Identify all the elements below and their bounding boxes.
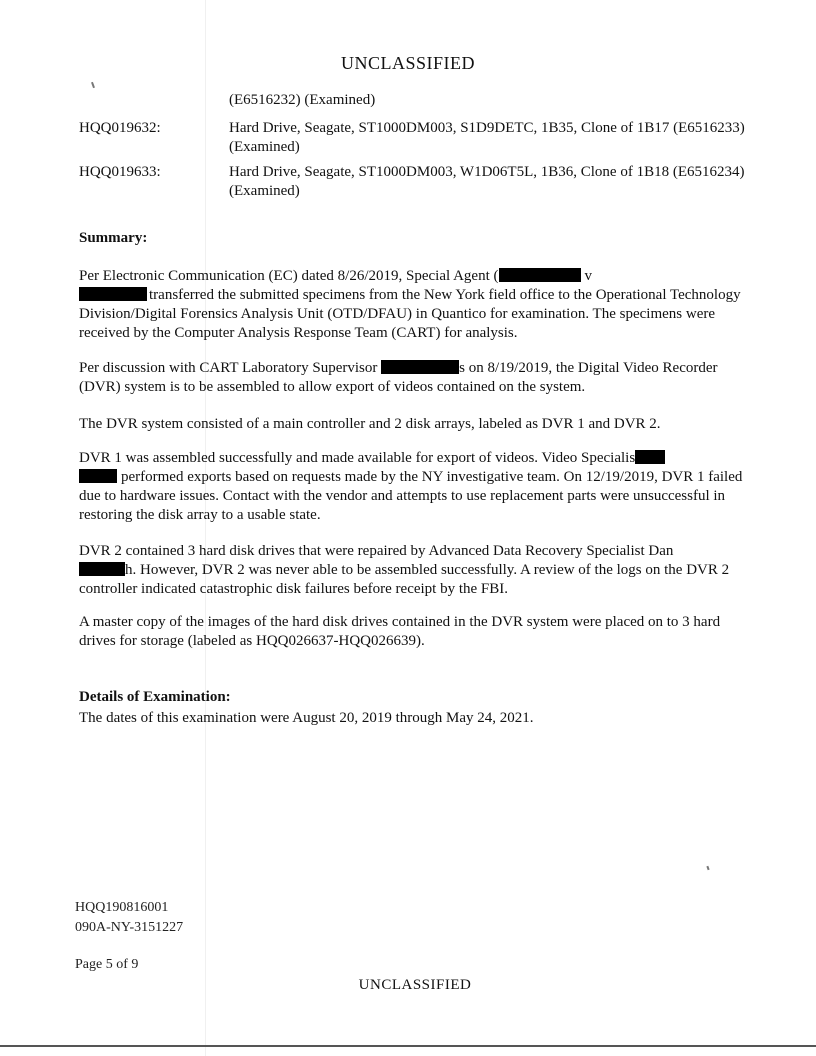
summary-paragraph-3: The DVR system consisted of a main controller and 2 disk arrays, labeled as DVR 1 and DVR 2. [79,416,661,432]
paragraph-text: DVR 2 contained 3 hard disk drives that were repaired by Advanced Data Recovery Specialist Dan [79,543,674,559]
scan-bottom-edge [0,1045,816,1047]
header-classification: UNCLASSIFIED [340,53,475,73]
paragraph-text: DVR 1 was assembled successfully and made available for export of videos. Video Specialis [79,450,636,466]
scan-fold-line [205,0,206,1056]
paragraph-text: h. However, DVR 2 was never able to be assembled successfully. A review of the logs on the DVR 2 controller indicated catastrophic disk failures before receipt by the FBI. [79,562,730,597]
paragraph-text: Per Electronic Communication (EC) dated 8/26/2019, Special Agent ( [79,268,499,284]
redaction-block [635,450,665,464]
paragraph-text: v [584,268,592,284]
redaction-block [79,469,117,483]
redaction-block [79,287,147,301]
details-heading: Details of Examination: [79,689,231,705]
specimen-id: HQQ019633: [79,164,161,180]
case-id-1: HQQ190816001 [75,900,169,915]
summary-paragraph-2 [79,359,749,397]
page-number: Page 5 of 9 [75,957,139,972]
footer-classification: UNCLASSIFIED [358,977,472,993]
details-text: The dates of this examination were August 20, 2019 through May 24, 2021. [79,710,534,726]
specimen-description: Hard Drive, Seagate, ST1000DM003, S1D9DETC, 1B35, Clone of 1B17 (E6516233) (Examined) [229,120,745,155]
scan-speck [91,82,95,88]
scan-speck [706,866,709,870]
specimen-description: (E6516232) (Examined) [229,92,376,108]
summary-heading: Summary: [79,230,148,246]
paragraph-text: s on 8/19/2019, the Digital Video Recorder (DVR) system is to be assembled to allow export of videos contained on the system. [79,360,718,395]
summary-paragraph-4 [79,449,749,525]
case-id-2: 090A-NY-3151227 [75,920,184,935]
summary-paragraph-1 [79,267,749,343]
summary-paragraph-6: A master copy of the images of the hard disk drives contained in the DVR system were placed on to 3 hard drives for storage (labeled as HQQ026637-HQQ026639). [79,614,721,649]
redaction-block [381,360,459,374]
redaction-block [79,562,125,576]
specimen-description: Hard Drive, Seagate, ST1000DM003, W1D06T5L, 1B36, Clone of 1B18 (E6516234) (Examined) [229,164,745,199]
summary-paragraph-5 [79,542,749,599]
paragraph-text: performed exports based on requests made by the NY investigative team. On 12/19/2019, DVR 1 failed due to hardware issues. Contact with the vendor and attempts to use replacement parts were unsuccessful in restoring the disk array to a usable state. [79,469,743,523]
redaction-block [499,268,581,282]
specimen-id: HQQ019632: [79,120,161,136]
paragraph-text: Per discussion with CART Laboratory Supervisor [79,360,382,376]
paragraph-text: transferred the submitted specimens from the New York field office to the Operational Technology Division/Digital Forensics Analysis Unit (OTD/DFAU) in Quantico for examination. The specimens were received by the Computer Analysis Response Team (CART) for analysis. [79,287,741,341]
